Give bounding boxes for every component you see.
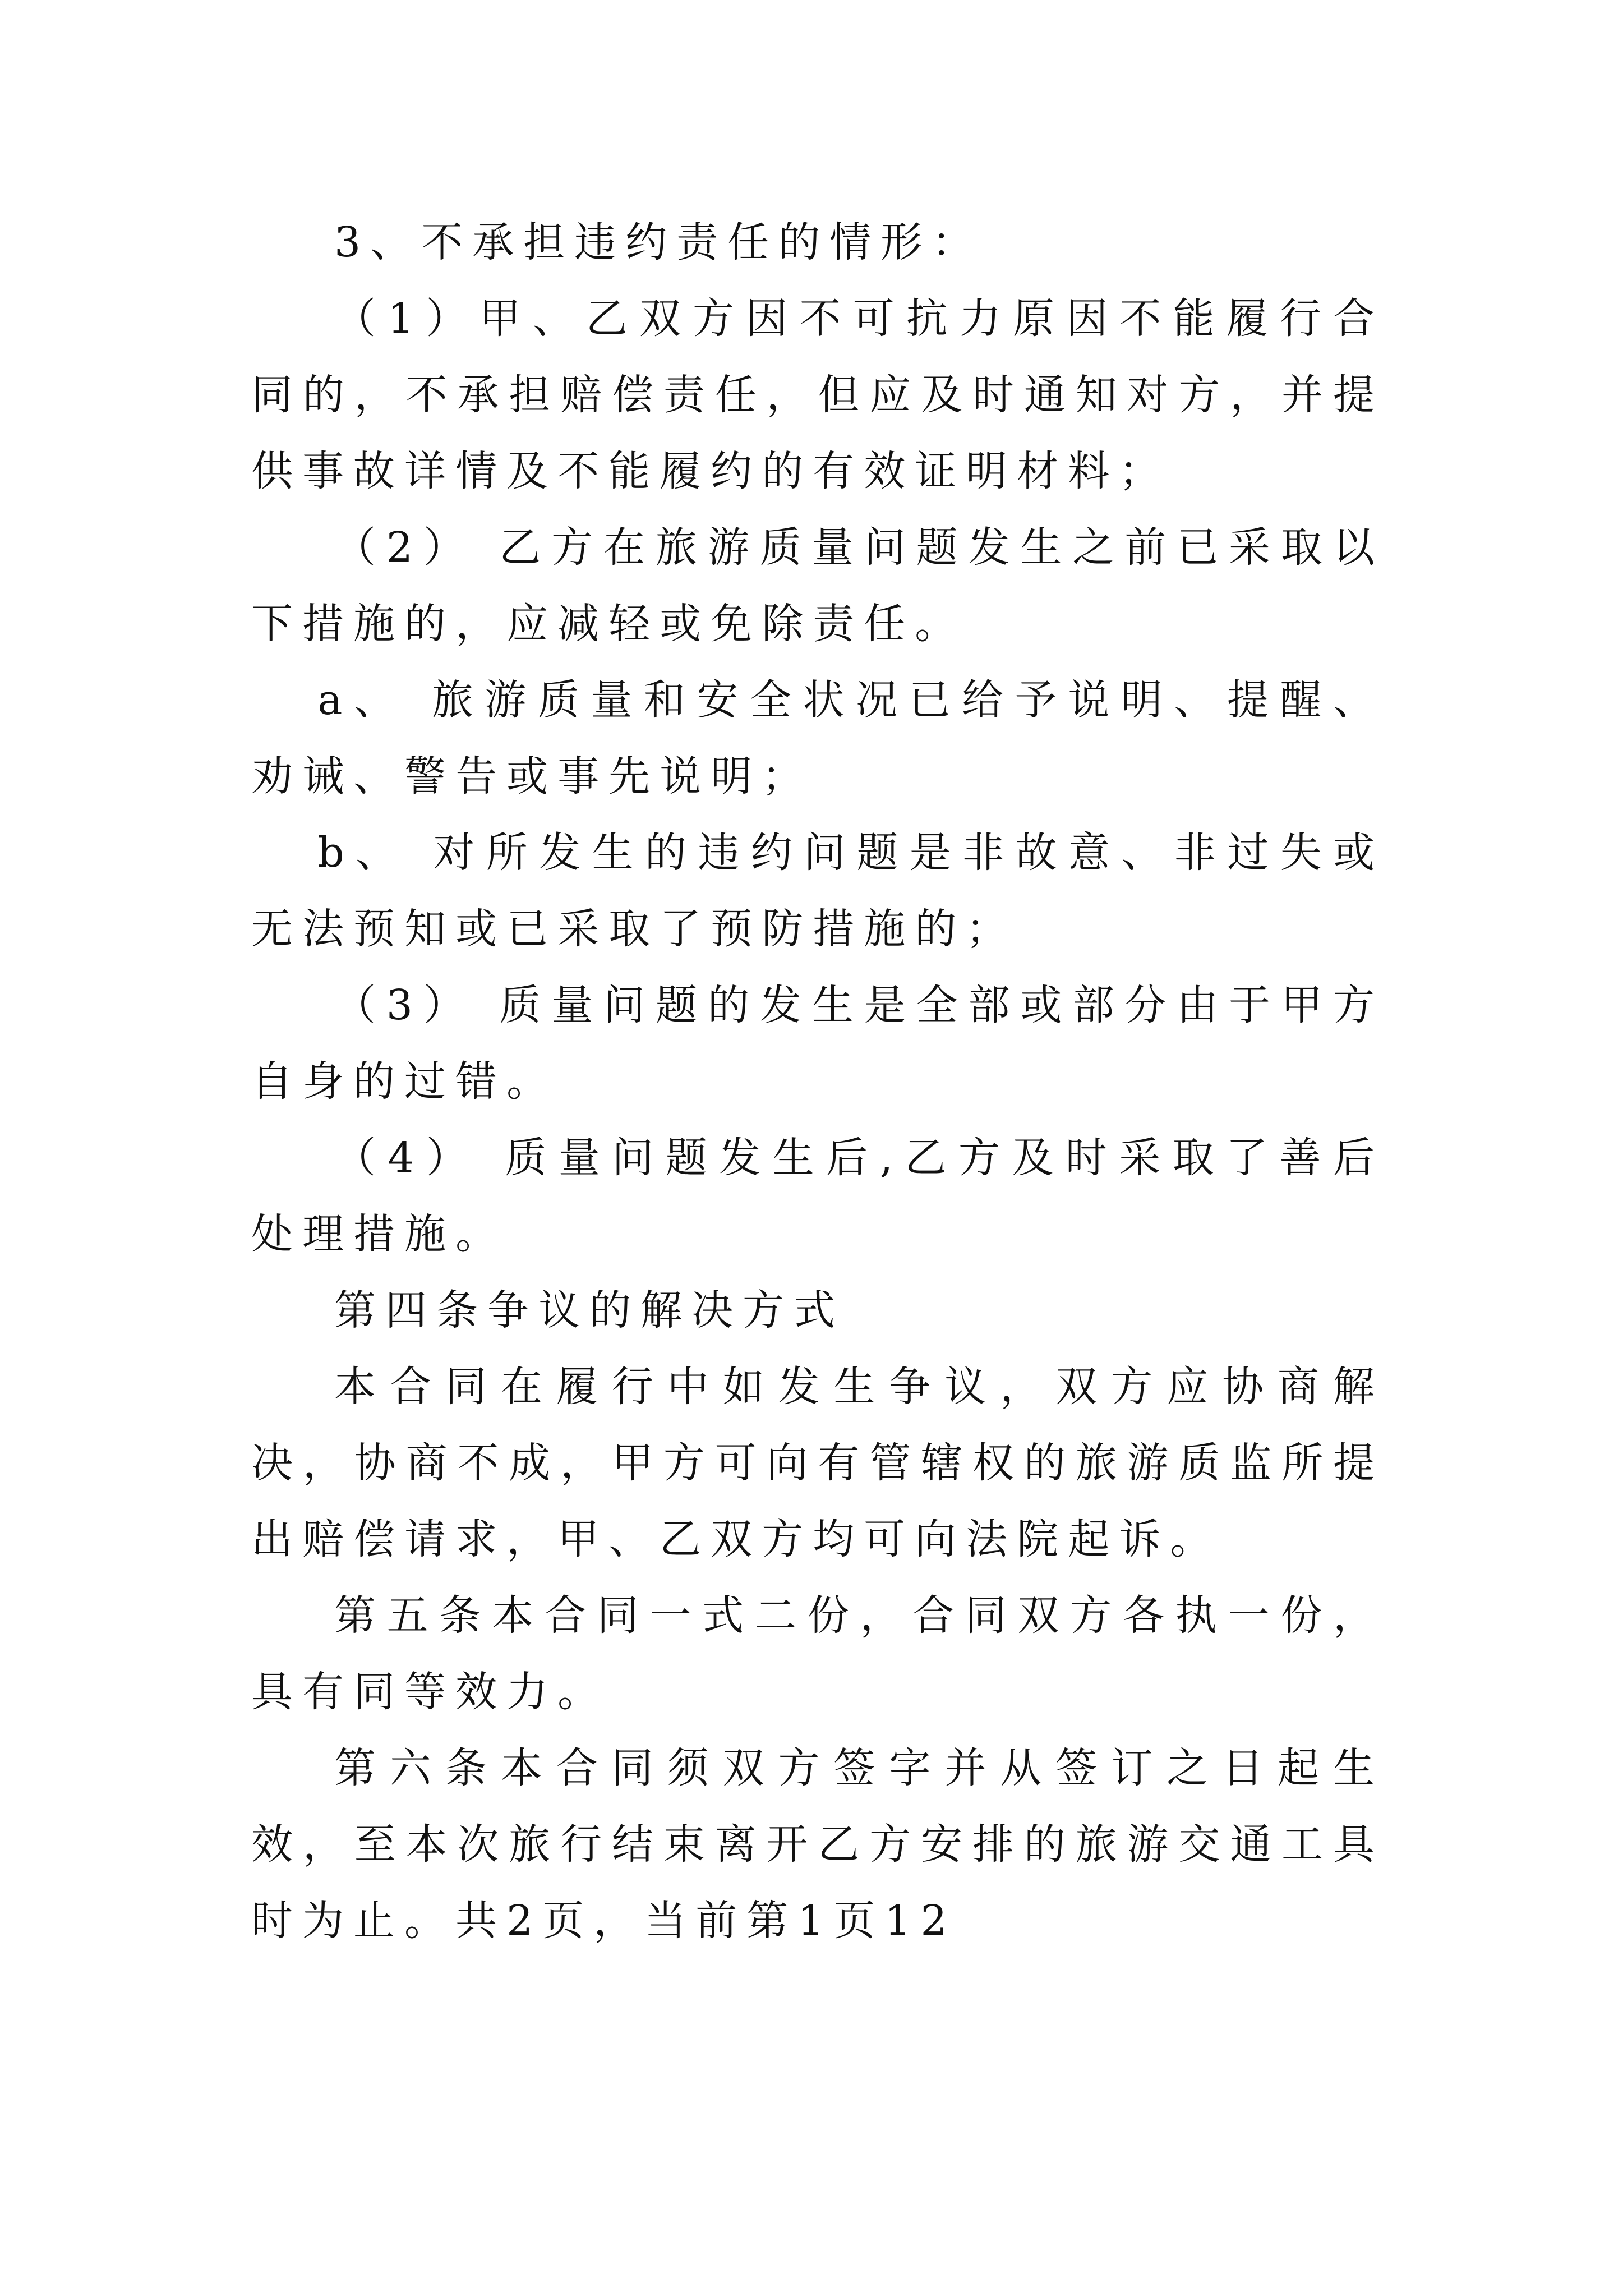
article-4-heading: 第四条争议的解决方式	[334, 1286, 845, 1335]
document-body	[251, 204, 1384, 1959]
paragraph-article-5: 第五条本合同一式二份，合同双方各执一份，具有同等效力。	[251, 1591, 1384, 1716]
paragraph-clause-3-heading: 3、不承担违约责任的情形：	[334, 218, 983, 266]
paragraph-mitigation-measures: （2） 乙方在旅游质量问题发生之前已采取以下措施的，应减轻或免除责任。	[251, 523, 1384, 648]
paragraph-dispute-resolution: 本合同在履行中如发生争议，双方应协商解决，协商不成，甲方可向有管辖权的旅游质监所提出赔偿请求，甲、乙双方均可向法院起诉。	[251, 1363, 1384, 1563]
paragraph-item-3: （3） 质量问题的发生是全部或部分由于甲方自身的过错。	[251, 981, 1384, 1106]
paragraph-item-4: （4） 质量问题发生后,乙方及时采取了善后处理措施。	[251, 1134, 1384, 1258]
paragraph-article-6: 第六条本合同须双方签字并从签订之日起生效，至本次旅行结束离开乙方安排的旅游交通工具时为止。共2页，当前第1页12	[251, 1744, 1384, 1945]
paragraph-item-b: b、 对所发生的违约问题是非故意、非过失或无法预知或已采取了预防措施的；	[251, 829, 1384, 953]
paragraph-item-a: a、 旅游质量和安全状况已给予说明、提醒、劝诫、警告或事先说明；	[251, 676, 1384, 800]
paragraph-force-majeure: （1）甲、乙双方因不可抗力原因不能履行合同的，不承担赔偿责任，但应及时通知对方，并提供事故详情及不能履约的有效证明材料；	[251, 295, 1384, 495]
